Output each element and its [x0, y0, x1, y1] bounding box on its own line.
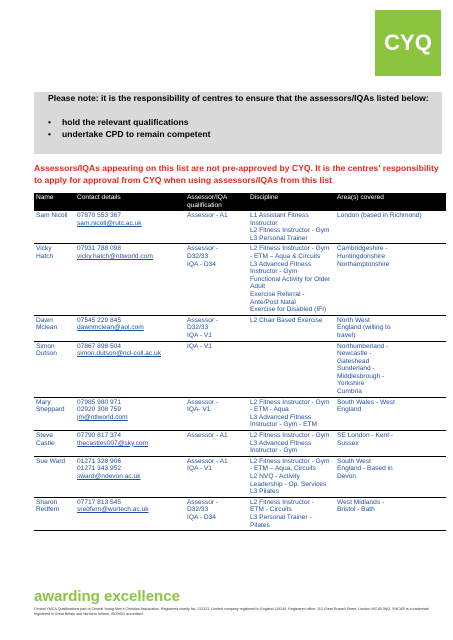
assessor-name: Dutson: [36, 350, 57, 358]
cell-discipline: [248, 315, 335, 341]
cell-discipline: [248, 431, 335, 457]
phone-number: 07870 553 367: [77, 212, 122, 219]
area-text: South Wales - West: [337, 398, 395, 406]
logo-text: CYQ: [384, 30, 432, 55]
responsibility-note: [34, 92, 442, 154]
qualification-text: IQA - D34: [187, 260, 216, 268]
assessor-name: Sam Nicoll: [36, 212, 68, 219]
table-row: [34, 244, 446, 315]
phone-number: 02920 308 759: [77, 406, 122, 414]
phone-number: 01271 343 952: [77, 465, 122, 473]
area-text: West Midlands -: [337, 498, 385, 506]
qualification-text: IQA - V1: [187, 331, 212, 339]
cell-name: [34, 341, 75, 397]
discipline-text: Exercise Referral - Ante/Post Natal: [250, 290, 305, 306]
qualification-text: Assessor - A1: [187, 457, 228, 465]
assessor-name: Mary: [36, 398, 51, 406]
note-bullet: • undertake CPD to remain competent: [48, 128, 211, 140]
header-name: Name: [34, 193, 75, 211]
assessor-name: Castle: [36, 439, 55, 447]
email-link[interactable]: sam.nicoll@rutc.ac.uk: [77, 219, 142, 227]
cell-area: [335, 341, 446, 397]
cell-qualification: [185, 211, 248, 244]
discipline-text: L2 Fitness Instructor - Gym: [250, 227, 330, 235]
area-text: travel): [337, 331, 356, 339]
cell-contact: [75, 397, 185, 430]
table-row: [34, 456, 446, 497]
note-bullets: [48, 116, 211, 140]
area-text: Middlesbrough -: [337, 372, 385, 380]
assessor-name: Sheppard: [36, 406, 65, 414]
area-text: Newcastle -: [337, 350, 372, 358]
assessor-name: Dawn: [36, 316, 53, 324]
qualification-text: Assessor - A1: [187, 432, 228, 440]
area-text: North West: [337, 316, 370, 324]
cell-area: [335, 211, 446, 244]
table-row: [34, 431, 446, 457]
phone-number: 07931 788 098: [77, 245, 122, 253]
area-text: South West: [337, 457, 371, 465]
discipline-text: L2 Fitness Instructor - Gym - ETM – Aqua & Circuits: [250, 245, 330, 260]
phone-number: 07545 229 845: [77, 316, 122, 324]
qualification-text: D32/33: [187, 252, 209, 260]
assessor-name: Simon: [36, 342, 55, 350]
discipline-text: Pilates: [250, 521, 270, 529]
discipline-text: L2 Fitness Instructor - Gym: [250, 432, 330, 440]
area-text: Devon: [337, 473, 357, 480]
note-text: Please note: it is the responsibility of centres to ensure that the assessors/IQAs listed below:: [48, 93, 429, 103]
assessor-name: Hatch: [36, 252, 54, 260]
discipline-text: L2 Chair Based Exercise: [250, 316, 323, 324]
email-link[interactable]: simon.dutson@ncl-coll.ac.uk: [77, 350, 162, 358]
cell-discipline: [248, 397, 335, 430]
area-text: Northumberland -: [337, 342, 389, 350]
area-text: Cumbria: [337, 388, 362, 396]
area-text: SE London - Kent -: [337, 432, 394, 440]
phone-number: 07867 898 504: [77, 342, 122, 350]
assessor-name: Sharon: [36, 498, 58, 506]
area-text: London (based in Richmond): [337, 212, 422, 219]
assessor-name: Vicky: [36, 245, 52, 253]
phone-number: 01271 328 906: [77, 457, 122, 465]
area-text: England (willing to: [337, 324, 391, 332]
table-row: [34, 315, 446, 341]
cell-name: [34, 211, 75, 244]
table-header-row: [34, 193, 446, 211]
qualification-text: Assessor -: [187, 498, 219, 506]
qualification-text: D32/33: [187, 324, 209, 332]
table-row: [34, 497, 446, 530]
qualification-text: D32/33: [187, 506, 209, 514]
area-text: Cambridgeshire -: [337, 245, 388, 253]
cyq-logo: [375, 10, 441, 76]
cell-name: [34, 397, 75, 430]
area-text: England: [337, 406, 362, 414]
footer-tagline: awarding excellence: [34, 588, 180, 605]
table-row: [34, 341, 446, 397]
cell-name: [34, 244, 75, 315]
area-text: Yorkshire: [337, 380, 365, 388]
qualification-text: Assessor -: [187, 245, 219, 253]
email-link[interactable]: dawnmclean@aol.com: [77, 324, 144, 332]
qualification-text: Assessor -: [187, 398, 219, 406]
header-discipline: Discipline: [248, 193, 335, 211]
email-link[interactable]: jm@ntlworld.com: [77, 413, 128, 421]
header-qualification: Assessor/IQA qualification: [185, 193, 248, 211]
area-text: Sussex: [337, 439, 359, 447]
cell-name: [34, 315, 75, 341]
header-area: Area(s) covered: [335, 193, 446, 211]
discipline-text: L2 Fitness Instructor - Gym - ETM - Aqua: [250, 398, 330, 414]
qualification-text: IQA - V1: [187, 465, 212, 473]
discipline-text: L3 Pilates: [250, 488, 279, 496]
cell-contact: [75, 497, 185, 530]
cell-contact: [75, 341, 185, 397]
discipline-text: Functional Activity for Older Adult: [250, 275, 331, 291]
email-link[interactable]: thecastles007@sky.com: [77, 439, 149, 447]
cell-discipline: [248, 211, 335, 244]
table-row: [34, 211, 446, 244]
note-bullet: • hold the relevant qualifications: [48, 116, 211, 128]
email-link[interactable]: sward@ndevon.ac.uk: [77, 473, 141, 480]
qualification-text: IQA - V1: [187, 342, 212, 350]
cell-area: [335, 397, 446, 430]
assessor-table: [34, 193, 446, 531]
assessor-name: Steve: [36, 432, 53, 440]
cell-qualification: [185, 497, 248, 530]
cell-discipline: [248, 456, 335, 497]
area-text: England - Based in: [337, 465, 393, 473]
cell-contact: [75, 456, 185, 497]
cell-qualification: [185, 431, 248, 457]
assessor-name: Sue Ward: [36, 457, 66, 465]
cell-qualification: [185, 397, 248, 430]
qualification-text: IQA - D34: [187, 513, 216, 521]
discipline-text: L3 Advanced Fitness Instructor - Gym - ETM: [250, 413, 318, 429]
cell-contact: [75, 211, 185, 244]
cell-discipline: [248, 341, 335, 397]
table-row: [34, 397, 446, 430]
qualification-text: Assessor -: [187, 316, 219, 324]
qualification-text: Assessor - A1: [187, 212, 228, 219]
cell-area: [335, 315, 446, 341]
cell-qualification: [185, 341, 248, 397]
email-link[interactable]: sredfern@wortech.ac.uk: [77, 506, 149, 514]
cell-area: [335, 244, 446, 315]
phone-number: 07717 813 545: [77, 498, 122, 506]
discipline-text: L3 Personal Trainer: [250, 234, 308, 242]
cell-name: [34, 456, 75, 497]
cell-area: [335, 456, 446, 497]
cell-name: [34, 497, 75, 530]
area-text: Gateshead: [337, 357, 370, 365]
discipline-text: ETM - Circuits: [250, 506, 292, 514]
approval-warning: Assessors/IQAs appearing on this list are not pre-approved by CYQ. It is the centres' responsibility to apply for approval from CYQ when using assessors/IQAs from this list: [34, 163, 439, 185]
discipline-text: L1 Assistant Fitness Instructor: [250, 212, 309, 227]
discipline-text: L2 NVQ - Activity Leadership - Op. Services: [250, 473, 327, 488]
discipline-text: L2 Fitness Instructor -: [250, 498, 314, 506]
phone-number: 07985 980 971: [77, 398, 122, 406]
area-text: Northamptonshire: [337, 260, 390, 268]
assessor-name: Redfern: [36, 506, 60, 514]
area-text: Sunderland -: [337, 365, 375, 373]
cell-name: [34, 431, 75, 457]
cell-contact: [75, 244, 185, 315]
discipline-text: L3 Personal Trainer -: [250, 513, 312, 521]
cell-area: [335, 497, 446, 530]
discipline-text: L2 Fitness Instructor - Gym - ETM – Aqua, Circuits: [250, 457, 330, 473]
cell-contact: [75, 315, 185, 341]
cell-contact: [75, 431, 185, 457]
area-text: Huntingdonshire: [337, 252, 386, 260]
table-body: [34, 211, 446, 531]
cell-area: [335, 431, 446, 457]
footer-legal-text: Central YMCA Qualifications part of Central Young Men's Christian Association. Registered charity No. 213121. Limited company registered in England 119249. Registered office: 112 Great Russell Street, London WC1B 3NQ. YMCA® is a trademark registered in Great Britain and Northern Ireland. ISO9001 accredited.: [34, 607, 429, 616]
cell-discipline: [248, 497, 335, 530]
cell-qualification: [185, 315, 248, 341]
cell-qualification: [185, 456, 248, 497]
cell-discipline: [248, 244, 335, 315]
cell-qualification: [185, 244, 248, 315]
qualification-text: IQA- V1: [187, 406, 211, 414]
assessor-name: Mclean: [36, 324, 58, 332]
discipline-text: Exercise for Disabled (IFI): [250, 306, 327, 314]
discipline-text: L3 Advanced Fitness Instructor - Gym: [250, 439, 312, 455]
header-contact: Contact details: [75, 193, 185, 211]
discipline-text: L3 Advanced Fitness Instructor - Gym: [250, 260, 312, 276]
phone-number: 07790 817 374: [77, 432, 122, 440]
area-text: Bristol - Bath: [337, 506, 375, 514]
email-link[interactable]: vicky.hatch@ntlworld.com: [77, 252, 153, 260]
